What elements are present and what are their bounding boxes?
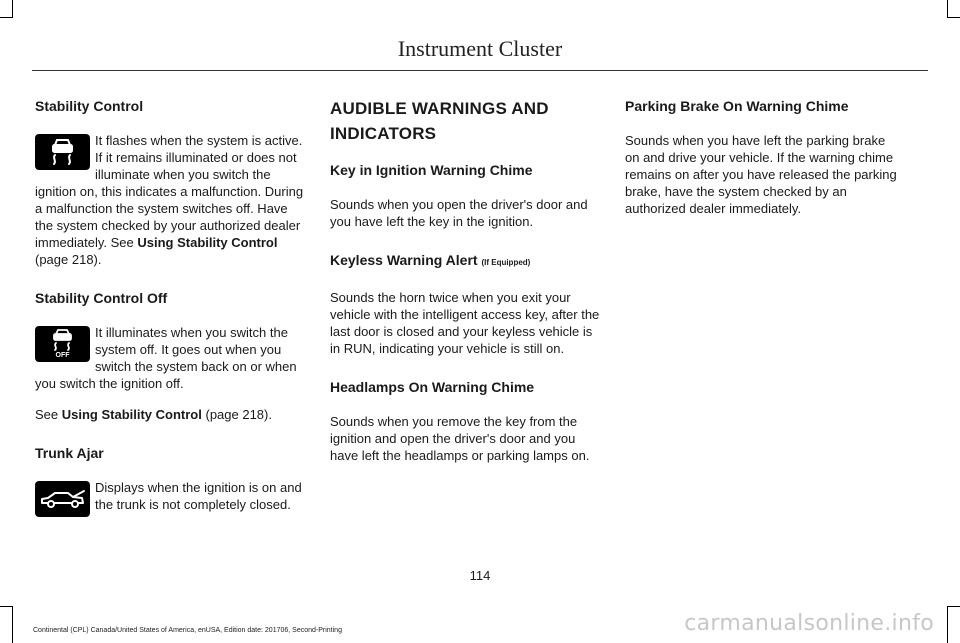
parking-brake-chime-text: Sounds when you have left the parking brake on and drive your vehicle. If the warning chime remains on after you have released the parking brake, have the system checked by an authorized dealer immediately. <box>625 133 897 216</box>
crop-mark-top-left-horizontal <box>0 17 13 18</box>
column-middle <box>330 96 602 478</box>
header-divider <box>32 70 928 71</box>
parking-brake-chime-heading: Parking Brake On Warning Chime <box>625 98 849 114</box>
headlamps-chime-heading: Headlamps On Warning Chime <box>330 379 535 395</box>
trunk-ajar-text: Displays when the ignition is on and the trunk is not completely closed. <box>95 480 302 512</box>
crop-mark-bottom-right-horizontal <box>947 606 960 607</box>
page-number: 114 <box>469 568 491 583</box>
crop-mark-bottom-right-vertical <box>947 606 948 643</box>
stability-control-off-text: It illuminates when you switch the system off. It goes out when you switch the system back on or when you switch the ignition off. <box>35 325 297 391</box>
stability-control-text: It flashes when the system is active. If it remains illuminated or does not illuminate when you switch the ignition on, this indicates a malfunction. During a malfunction the system switches off. Have the system checked by your authorized dealer immediately. See Using Stability Control (page 218). <box>35 133 304 267</box>
column-left <box>35 96 305 527</box>
stability-control-link[interactable]: Using Stability Control <box>137 235 278 250</box>
stability-control-off-see: See Using Stability Control (page 218). <box>35 407 272 422</box>
column-right <box>625 96 897 231</box>
off-label: OFF <box>55 352 70 359</box>
if-equipped-note: (If Equipped) <box>481 258 531 267</box>
stability-control-icon <box>35 134 90 170</box>
crop-mark-top-right-vertical <box>947 0 948 18</box>
stability-control-heading: Stability Control <box>35 98 144 114</box>
stability-control-off-heading: Stability Control Off <box>35 290 168 306</box>
crop-mark-top-right-horizontal <box>947 17 960 18</box>
watermark: carmanualsonline.info <box>684 611 934 636</box>
keyless-warning-text: Sounds the horn twice when you exit your vehicle with the intelligent access key, after the last door is closed and your keyless vehicle is in RUN, indicating your vehicle is still on. <box>330 290 600 356</box>
footer-edition: Continental (CPL) Canada/United States of America, enUSA, Edition date: 201706, Second-Printing <box>33 627 342 634</box>
keyless-warning-heading: Keyless Warning Alert (If Equipped) <box>330 252 531 268</box>
crop-mark-bottom-left-vertical <box>12 606 13 643</box>
stability-control-off-icon <box>35 326 90 362</box>
crop-mark-bottom-left-horizontal <box>0 606 13 607</box>
trunk-ajar-heading: Trunk Ajar <box>35 445 104 461</box>
key-ignition-chime-heading: Key in Ignition Warning Chime <box>330 162 533 178</box>
key-ignition-chime-text: Sounds when you open the driver's door and you have left the key in the ignition. <box>330 197 588 229</box>
section-title: AUDIBLE WARNINGS AND INDICATORS <box>330 99 549 143</box>
headlamps-chime-text: Sounds when you remove the key from the ignition and open the driver's door and you have left the headlamps or parking lamps on. <box>330 414 590 463</box>
trunk-ajar-icon <box>35 481 90 517</box>
crop-mark-top-left-vertical <box>12 0 13 18</box>
page-title: Instrument Cluster <box>397 36 563 61</box>
stability-control-off-link[interactable]: Using Stability Control <box>61 407 202 422</box>
